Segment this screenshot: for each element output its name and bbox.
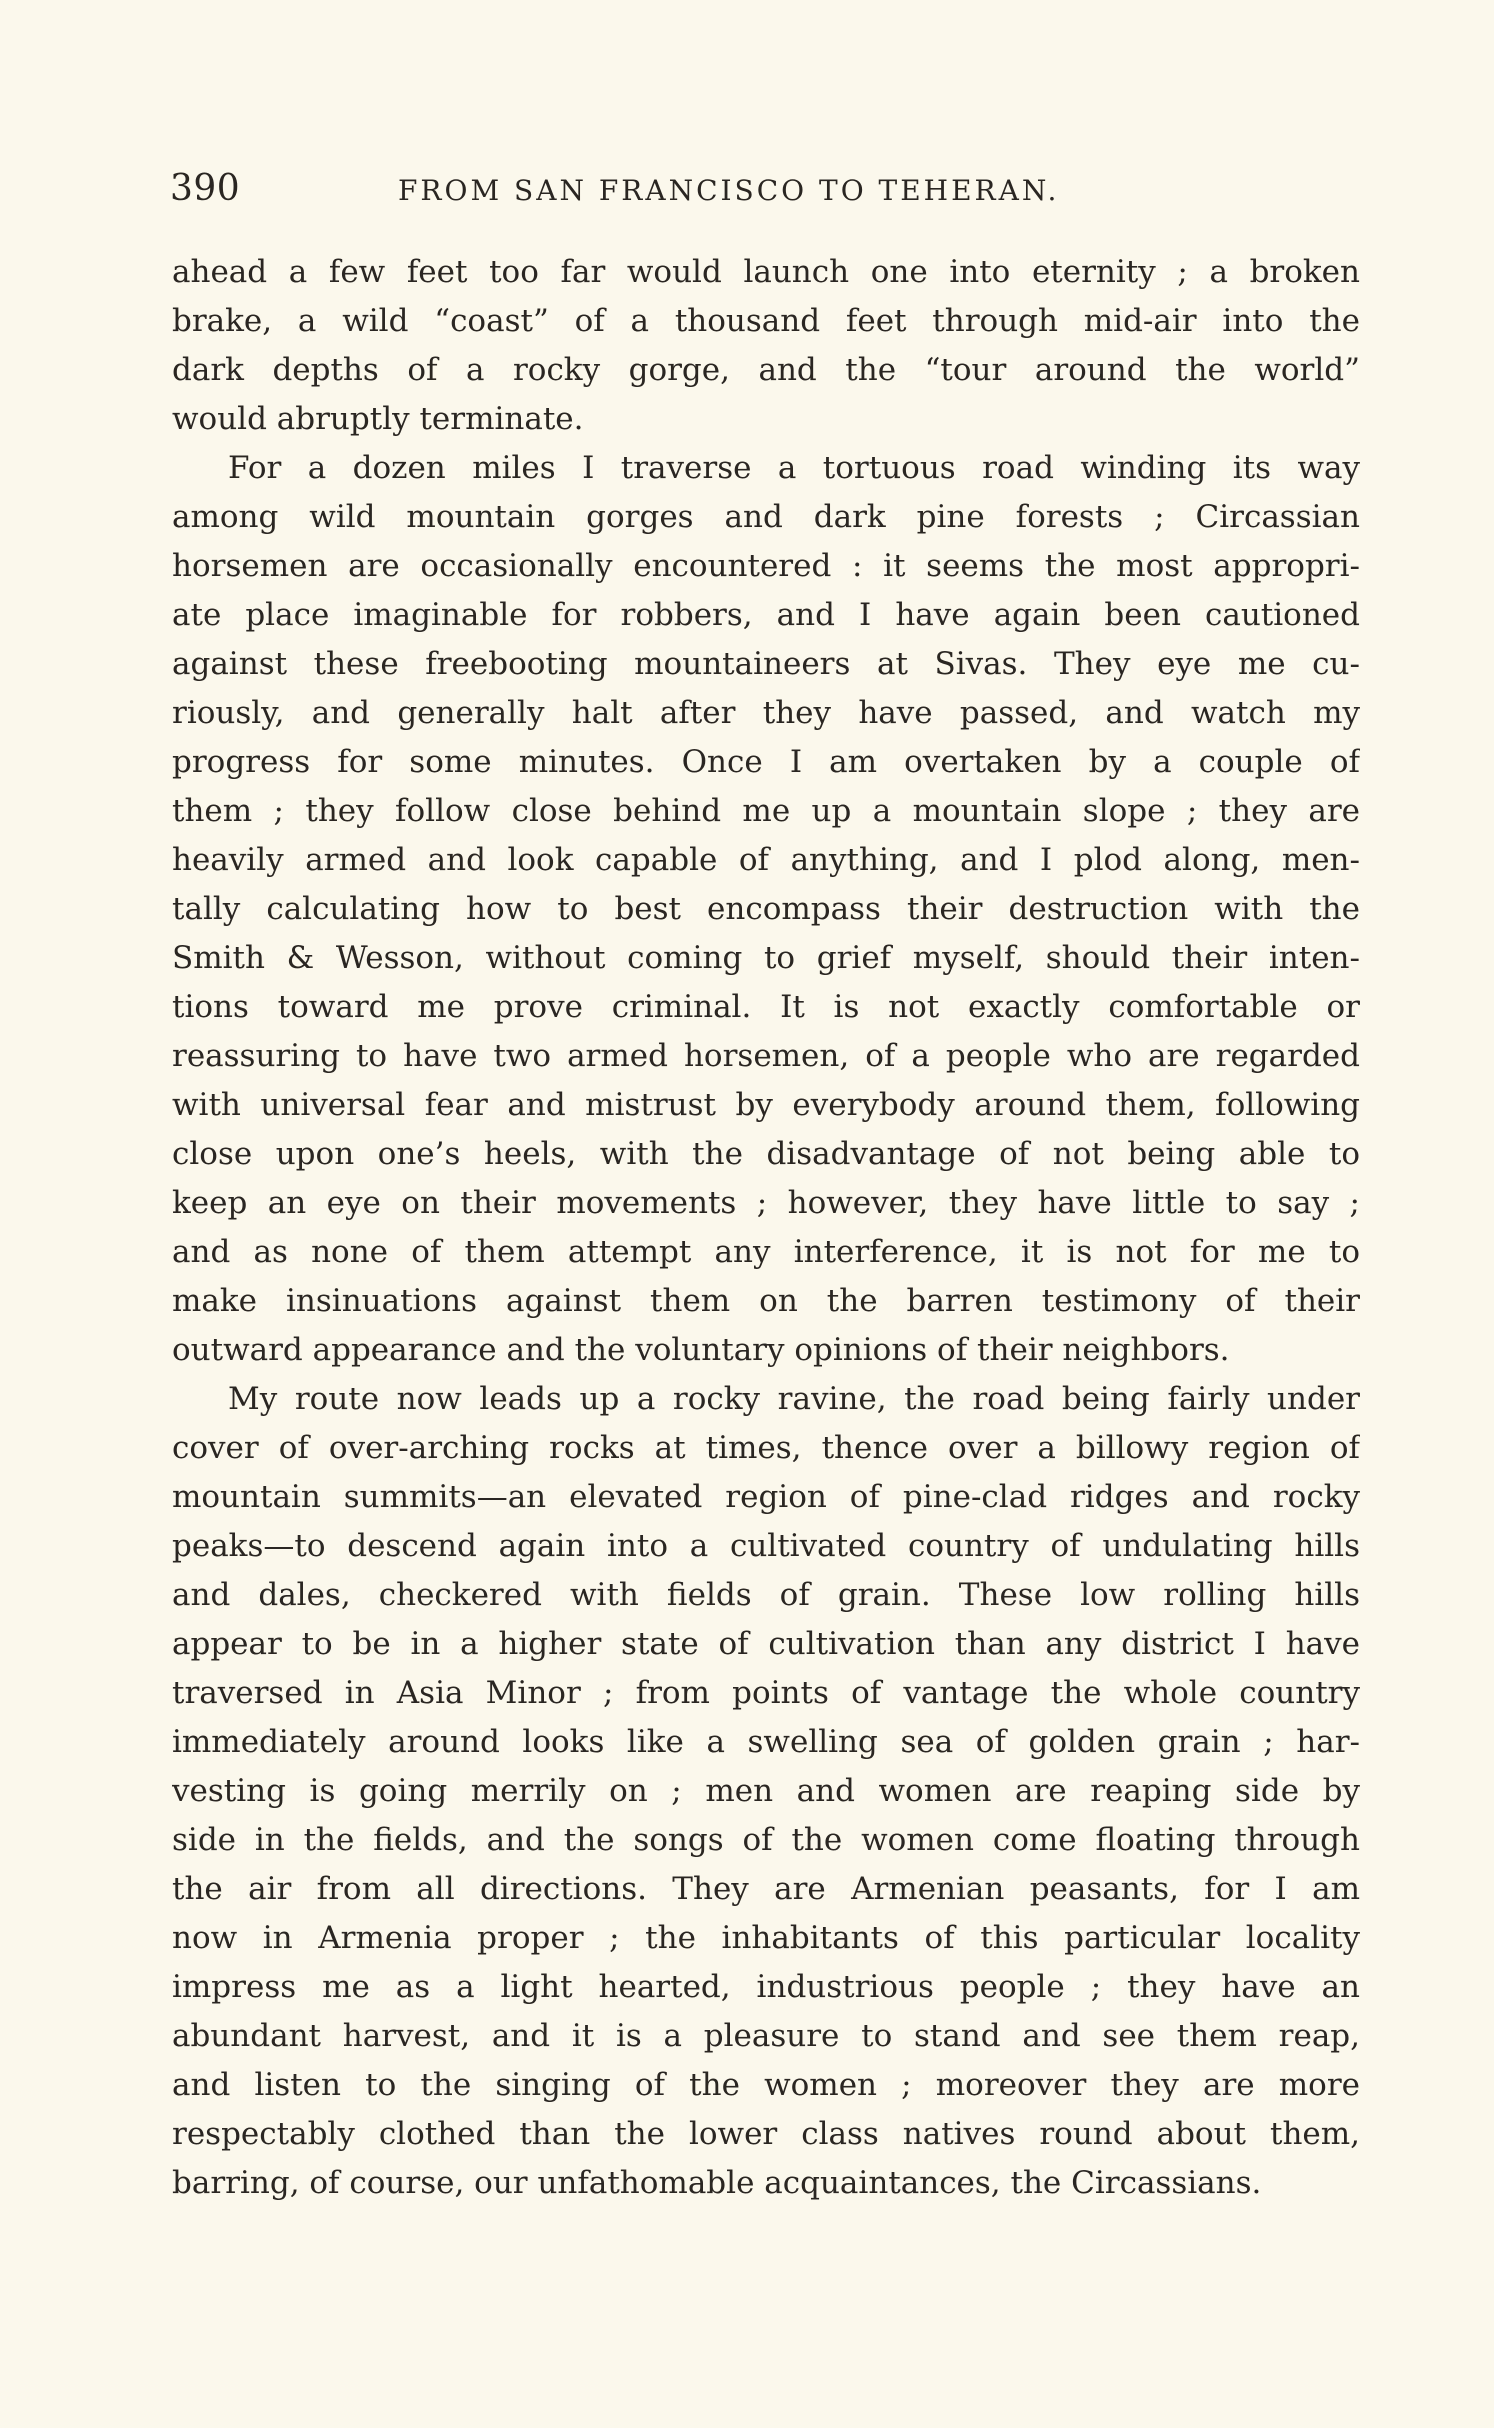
text-line: keep an eye on their movements ; however, they have little to say ; [172,1185,1360,1221]
text-line: riously, and generally halt after they have passed, and watch my [172,695,1360,731]
text-line: vesting is going merrily on ; men and women are reaping side by [172,1773,1360,1809]
running-title: FROM SAN FRANCISCO TO TEHERAN. [398,174,1060,207]
page-header [170,168,1360,218]
text-line: Smith & Wesson, without coming to grief myself, should their inten- [172,940,1360,976]
text-line: dark depths of a rocky gorge, and the “tour around the world” [172,352,1360,388]
text-line: outward appearance and the voluntary opinions of their neighbors. [172,1332,1230,1368]
text-line: For a dozen miles I traverse a tortuous road winding its way [228,450,1360,486]
text-line: impress me as a light hearted, industrious people ; they have an [172,1969,1360,2005]
text-line: reassuring to have two armed horsemen, of a people who are regarded [172,1038,1360,1074]
paragraph-1 [172,248,1360,444]
text-line: with universal fear and mistrust by everybody around them, following [172,1087,1360,1123]
text-line: close upon one’s heels, with the disadvantage of not being able to [172,1136,1360,1172]
text-line: My route now leads up a rocky ravine, the road being fairly under [228,1381,1360,1417]
text-line: progress for some minutes. Once I am overtaken by a couple of [172,744,1360,780]
text-line: peaks—to descend again into a cultivated country of undulating hills [172,1528,1360,1564]
text-line: horsemen are occasionally encountered : it seems the most appropri- [172,548,1360,584]
text-line: against these freebooting mountaineers at Sivas. They eye me cu- [172,646,1360,682]
text-line: side in the fields, and the songs of the women come floating through [172,1822,1360,1858]
text-line: and listen to the singing of the women ; moreover they are more [172,2067,1360,2103]
text-line: brake, a wild “coast” of a thousand feet through mid-air into the [172,303,1360,339]
text-line: respectably clothed than the lower class natives round about them, [172,2116,1360,2152]
body-text [172,248,1360,2208]
text-line: barring, of course, our unfathomable acquaintances, the Circassians. [172,2165,1262,2201]
text-line: immediately around looks like a swelling sea of golden grain ; har- [172,1724,1360,1760]
text-line: make insinuations against them on the barren testimony of their [172,1283,1360,1319]
text-line: heavily armed and look capable of anything, and I plod along, men- [172,842,1360,878]
text-line: tions toward me prove criminal. It is not exactly comfortable or [172,989,1360,1025]
text-line: traversed in Asia Minor ; from points of vantage the whole country [172,1675,1360,1711]
paragraph-3 [172,1375,1360,2208]
text-line: tally calculating how to best encompass their destruction with the [172,891,1360,927]
text-line: now in Armenia proper ; the inhabitants of this particular locality [172,1920,1360,1956]
text-line: cover of over-arching rocks at times, thence over a billowy region of [172,1430,1360,1466]
text-line: among wild mountain gorges and dark pine forests ; Circassian [172,499,1360,535]
text-line: abundant harvest, and it is a pleasure to stand and see them reap, [172,2018,1360,2054]
text-line: mountain summits—an elevated region of pine-clad ridges and rocky [172,1479,1360,1515]
text-line: would abruptly terminate. [172,401,584,437]
text-line: them ; they follow close behind me up a mountain slope ; they are [172,793,1360,829]
text-line: and as none of them attempt any interference, it is not for me to [172,1234,1360,1270]
text-line: and dales, checkered with fields of grain. These low rolling hills [172,1577,1360,1613]
text-line: ate place imaginable for robbers, and I have again been cautioned [172,597,1360,633]
text-line: appear to be in a higher state of cultivation than any district I have [172,1626,1360,1662]
text-line: the air from all directions. They are Armenian peasants, for I am [172,1871,1360,1907]
paragraph-2 [172,444,1360,1375]
page-number: 390 [170,168,241,209]
text-line: ahead a few feet too far would launch one into eternity ; a broken [172,254,1360,290]
